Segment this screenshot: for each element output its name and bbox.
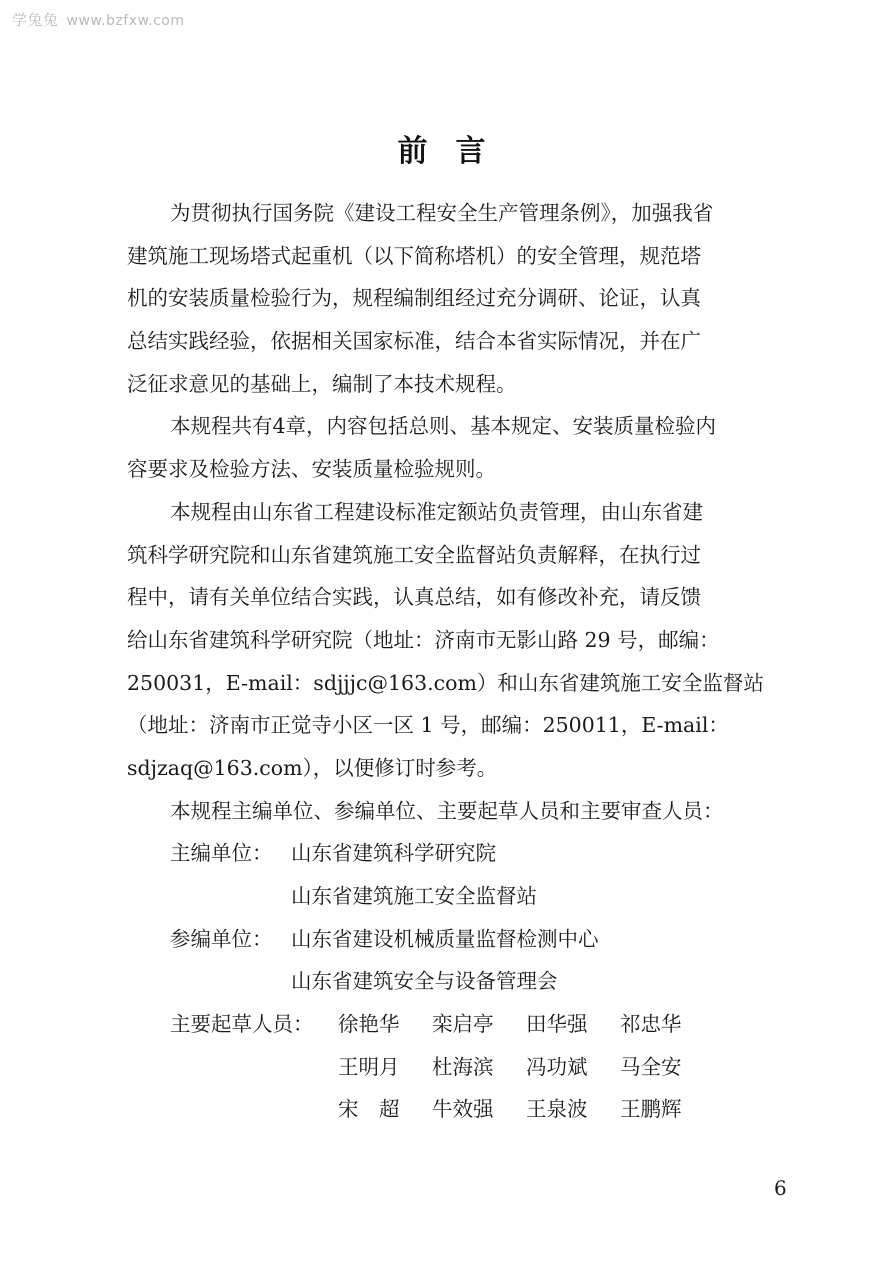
paragraph-2-line: 本规程共有4章，内容包括总则、基本规定、安装质量检验内 [170, 414, 717, 439]
drafter-name: 田华强 [526, 1012, 588, 1037]
participating-unit-row [127, 960, 790, 1003]
paragraph-3-line: 程中，请有关单位结合实践，认真总结，如有修改补充，请反馈 [127, 585, 701, 610]
chief-unit-name: 山东省建筑施工安全监督站 [291, 884, 537, 908]
drafter-name: 王鹏辉 [620, 1097, 682, 1122]
drafters-row [127, 1003, 790, 1046]
drafters-label: 主要起草人员： [170, 1012, 314, 1037]
participating-unit-name: 山东省建筑安全与设备管理会 [291, 969, 558, 994]
paragraph-1-line: 泛征求意见的基础上，编制了本技术规程。 [127, 371, 517, 396]
watermark [12, 9, 185, 30]
paragraph-1-line: 总结实践经验，依据相关国家标准，结合本省实际情况，并在广 [127, 329, 701, 354]
drafters-row [127, 1046, 790, 1089]
drafters-row [127, 1088, 790, 1131]
paragraph-3-line: 给山东省建筑科学研究院（地址：济南市无影山路 29 号，邮编： [127, 627, 720, 652]
drafter-name: 王明月 [338, 1054, 400, 1079]
drafter-name: 杜海滨 [432, 1054, 494, 1079]
drafter-name: 王泉波 [526, 1097, 588, 1122]
paragraph-3-line: 筑科学研究院和山东省建筑施工安全监督站负责解释，在执行过 [127, 542, 701, 567]
drafter-name: 栾启亭 [432, 1012, 494, 1037]
drafter-name: 宋 超 [338, 1097, 400, 1122]
paragraph-3-line: （地址：济南市正觉寺小区一区 1 号，邮编：250011，E-mail： [127, 713, 729, 738]
participating-units-label: 参编单位： [170, 926, 273, 951]
page-number: 6 [774, 1176, 787, 1200]
document-body [127, 192, 790, 1131]
participating-unit-row [127, 918, 790, 961]
drafter-name: 牛效强 [432, 1097, 494, 1122]
chief-units-label: 主编单位： [170, 841, 273, 866]
drafter-name: 冯功斌 [526, 1054, 588, 1079]
paragraph-3-line: sdjzaq@163.com），以便修订时参考。 [127, 755, 498, 780]
watermark-site: www.bzfxw.com [66, 13, 185, 29]
paragraph-3-line: 本规程由山东省工程建设标准定额站负责管理，由山东省建 [170, 499, 703, 524]
chief-unit-row [127, 832, 790, 875]
chief-unit-name: 山东省建筑科学研究院 [291, 841, 496, 866]
paragraph-1-line: 为贯彻执行国务院《建设工程安全生产管理条例》，加强我省 [170, 201, 714, 225]
page-title: 前言 [397, 134, 514, 169]
watermark-brand: 学兔兔 [12, 11, 59, 29]
paragraph-1-line: 建筑施工现场塔式起重机（以下简称塔机）的安全管理，规范塔 [127, 243, 701, 268]
chief-unit-row [127, 875, 790, 918]
drafter-name: 祁忠华 [620, 1012, 682, 1037]
paragraph-3-line: 250031，E-mail：sdjjjc@163.com）和山东省建筑施工安全监督站 [127, 670, 764, 695]
paragraph-2-line: 容要求及检验方法、安装质量检验规则。 [127, 457, 496, 482]
paragraph-1-line: 机的安装质量检验行为，规程编制组经过充分调研、论证，认真 [127, 286, 701, 311]
participating-unit-name: 山东省建设机械质量监督检测中心 [291, 926, 599, 951]
drafter-name: 徐艳华 [338, 1012, 400, 1037]
units-intro: 本规程主编单位、参编单位、主要起草人员和主要审查人员： [170, 798, 724, 823]
drafter-name: 马全安 [620, 1054, 682, 1079]
